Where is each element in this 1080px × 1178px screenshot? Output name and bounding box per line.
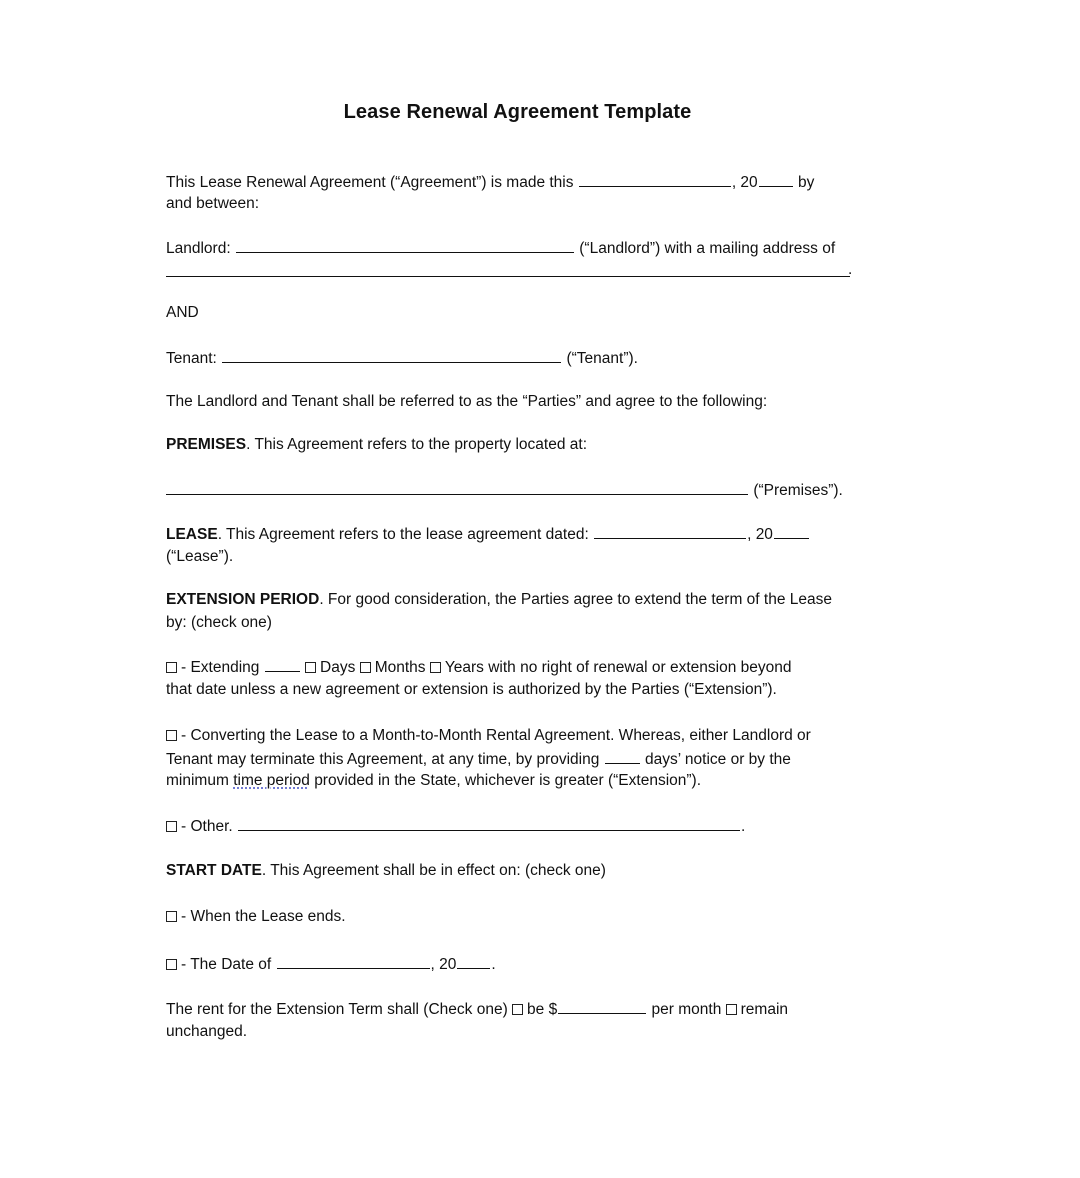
premises-suffix: (“Premises”). xyxy=(753,482,843,499)
start-date-option-1 xyxy=(166,906,346,928)
years-checkbox[interactable] xyxy=(430,662,441,673)
extension-option-1 xyxy=(166,656,792,679)
extension-option-3 xyxy=(166,815,745,838)
other-blank[interactable] xyxy=(238,815,740,831)
lease-line xyxy=(166,523,810,546)
landlord-label: Landlord: xyxy=(166,240,231,257)
intro-line-2: and between: xyxy=(166,195,260,212)
rent-unchanged-checkbox[interactable] xyxy=(726,1004,737,1015)
rent-per-month: per month xyxy=(651,1001,722,1018)
start-date-line xyxy=(166,860,606,882)
rent-be-label: be $ xyxy=(527,1001,558,1018)
parties-text: The Landlord and Tenant shall be referred to as the “Parties” and agree to the following: xyxy=(166,393,768,410)
extending-prefix: - Extending xyxy=(181,659,260,676)
start-year-sep: , 20 xyxy=(430,956,457,973)
start-date-option-2 xyxy=(166,953,496,976)
date-of-prefix: - The Date of xyxy=(181,956,272,973)
month-to-month-checkbox[interactable] xyxy=(166,730,177,741)
tenant-line xyxy=(166,347,638,370)
years-label: Years with no right of renewal or extension beyond xyxy=(444,659,792,676)
landlord-name-blank[interactable] xyxy=(236,237,574,253)
extension-heading: EXTENSION PERIOD xyxy=(166,591,320,608)
landlord-line xyxy=(166,237,835,260)
extension-line xyxy=(166,589,832,611)
minimum-text: minimum xyxy=(166,772,229,789)
date-of-checkbox[interactable] xyxy=(166,959,177,970)
intro-suffix: by xyxy=(797,174,815,191)
rent-line-2: unchanged. xyxy=(166,1023,248,1040)
other-checkbox[interactable] xyxy=(166,821,177,832)
premises-blank-line xyxy=(166,479,843,502)
time-period-text: time period xyxy=(233,772,310,789)
premises-text: . This Agreement refers to the property located at: xyxy=(246,436,588,453)
other-end: . xyxy=(741,818,746,835)
lease-year-blank[interactable] xyxy=(774,523,809,539)
document-title: Lease Renewal Agreement Template xyxy=(343,101,692,123)
rent-amount-blank[interactable] xyxy=(558,998,646,1014)
extension-option-2-line-2 xyxy=(166,748,791,771)
intro-year-sep: , 20 xyxy=(731,174,758,191)
state-text: provided in the State, whichever is greater (“Extension”). xyxy=(314,772,702,789)
start-date-heading: START DATE xyxy=(166,862,262,879)
lease-heading: LEASE xyxy=(166,526,218,543)
agreement-date-blank[interactable] xyxy=(579,171,731,187)
extension-option-2-line-3 xyxy=(166,770,701,792)
lease-ends-checkbox[interactable] xyxy=(166,911,177,922)
agreement-year-blank[interactable] xyxy=(759,171,793,187)
start-date-end: . xyxy=(491,956,496,973)
months-label: Months xyxy=(374,659,426,676)
and-label: AND xyxy=(166,304,199,321)
days-label: Days xyxy=(320,659,356,676)
extending-checkbox[interactable] xyxy=(166,662,177,673)
lease-date-blank[interactable] xyxy=(594,523,746,539)
lease-year-sep: , 20 xyxy=(747,526,773,543)
rent-amount-checkbox[interactable] xyxy=(512,1004,523,1015)
extension-option-1-line-2: that date unless a new agreement or extension is authorized by the Parties (“Extension”). xyxy=(166,681,777,698)
premises-address-blank[interactable] xyxy=(166,479,748,495)
tenant-label: Tenant: xyxy=(166,350,217,367)
extension-term-blank[interactable] xyxy=(265,656,300,672)
rent-prefix: The rent for the Extension Term shall (Check one) xyxy=(166,1001,508,1018)
months-checkbox[interactable] xyxy=(360,662,371,673)
month-to-month-text: - Converting the Lease to a Month-to-Month Rental Agreement. Whereas, either Landlord or xyxy=(181,727,811,744)
extension-text: . For good consideration, the Parties agree to extend the term of the Lease xyxy=(319,591,832,608)
intro-prefix: This Lease Renewal Agreement (“Agreement”) is made this xyxy=(166,174,574,191)
intro-line xyxy=(166,171,814,194)
notice-days-blank[interactable] xyxy=(605,748,640,764)
tenant-suffix: (“Tenant”). xyxy=(566,350,638,367)
start-year-blank[interactable] xyxy=(457,953,490,969)
extension-option-2 xyxy=(166,725,811,747)
days-checkbox[interactable] xyxy=(305,662,316,673)
lease-text: . This Agreement refers to the lease agreement dated: xyxy=(217,526,589,543)
start-date-blank[interactable] xyxy=(277,953,430,969)
tenant-name-blank[interactable] xyxy=(222,347,561,363)
landlord-address-blank[interactable] xyxy=(166,276,850,277)
rent-line xyxy=(166,998,788,1021)
landlord-address-end: . xyxy=(848,261,853,278)
rent-remain-label: remain xyxy=(740,1001,789,1018)
landlord-suffix: (“Landlord”) with a mailing address of xyxy=(579,240,836,257)
other-prefix: - Other. xyxy=(181,818,233,835)
notice-suffix: days’ notice or by the xyxy=(644,751,791,768)
start-date-text: . This Agreement shall be in effect on: (check one) xyxy=(261,862,606,879)
lease-ends-text: - When the Lease ends. xyxy=(181,908,346,925)
notice-prefix: Tenant may terminate this Agreement, at any time, by providing xyxy=(166,751,600,768)
premises-heading: PREMISES xyxy=(166,436,247,453)
premises-line xyxy=(166,434,587,456)
extension-line-2: by: (check one) xyxy=(166,614,272,631)
lease-line-2: (“Lease”). xyxy=(166,548,234,565)
